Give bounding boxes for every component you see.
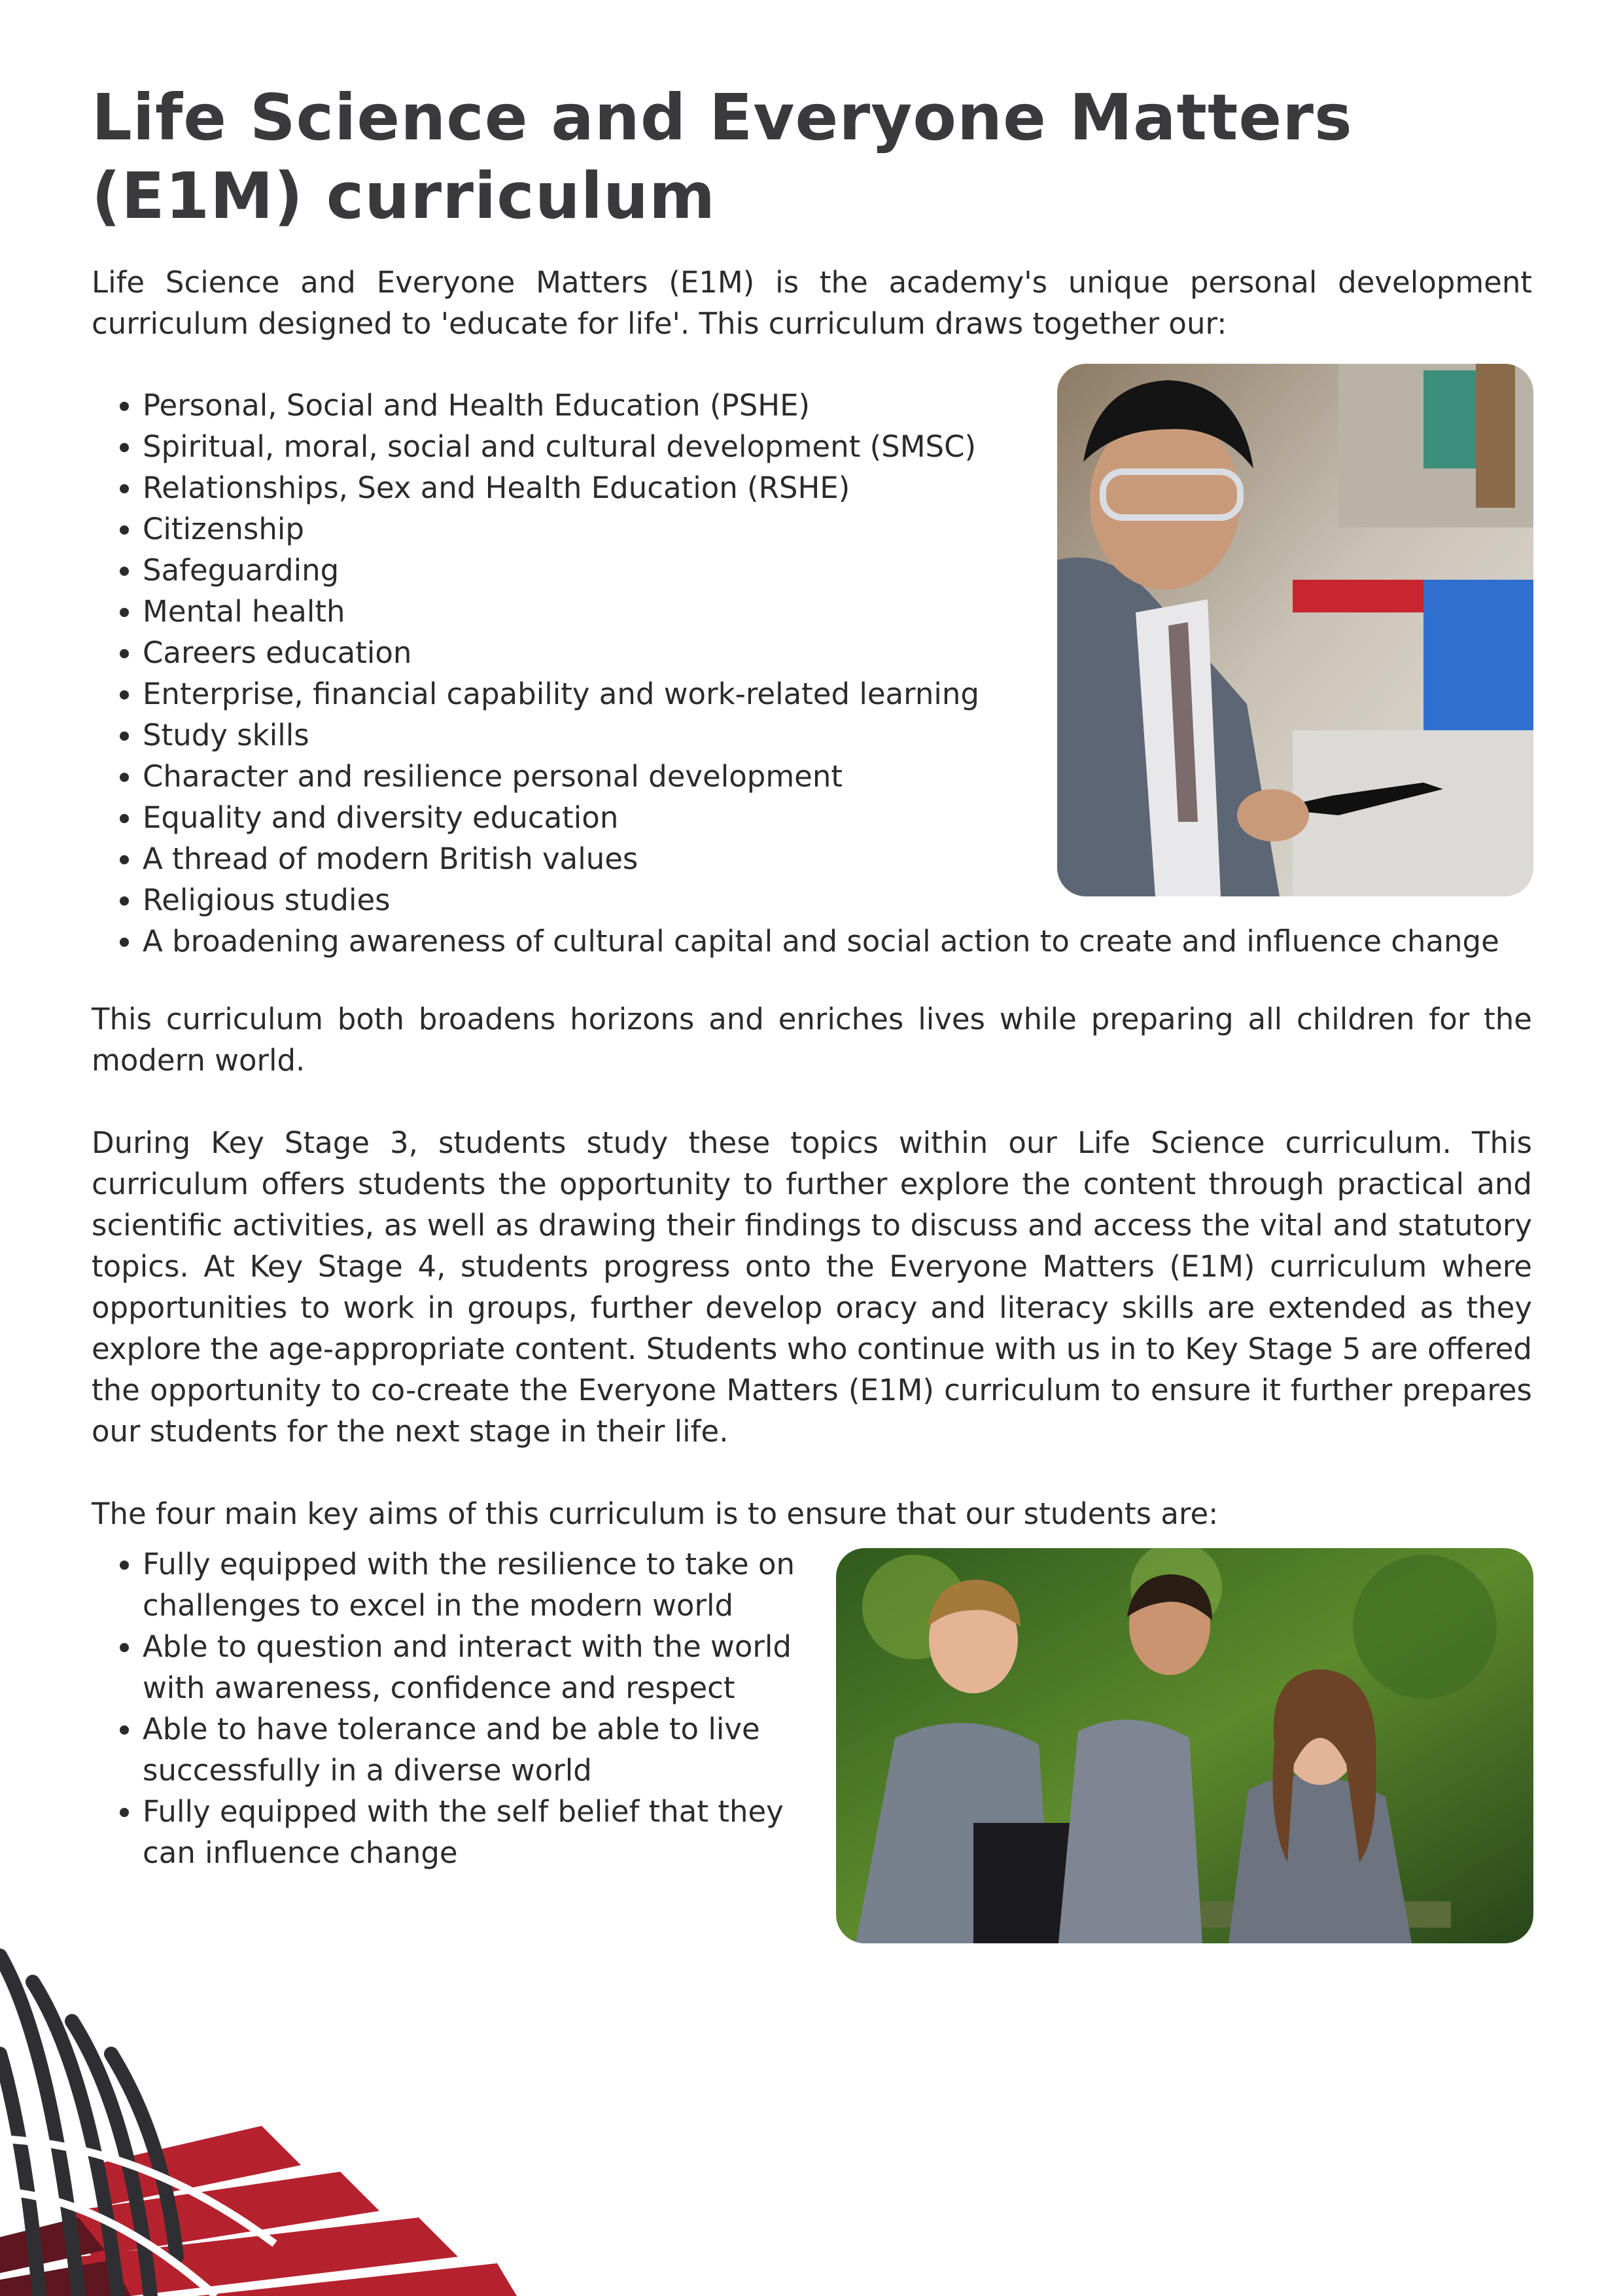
list-item: • A broadening awareness of cultural capital and social action to create and influence change (143, 921, 1601, 962)
list-item: • Mental health (143, 591, 1601, 632)
list-item: • Fully equipped with the self belief that they can influence change (143, 1791, 810, 1873)
page-title: Life Science and Everyone Matters (E1M) curriculum (92, 80, 1353, 233)
list-item: • Personal, Social and Health Education (PSHE) (143, 385, 1601, 426)
list-item: • Fully equipped with the resilience to take on challenges to excel in the modern world (143, 1544, 810, 1626)
list-item: • Careers education (143, 632, 1601, 673)
list-item: • Study skills (143, 715, 1601, 756)
list-item: • Relationships, Sex and Health Education (RSHE) (143, 467, 1601, 508)
aims-heading: The four main key aims of this curriculum is to ensure that our students are: (92, 1496, 1219, 1531)
science-lab-photo (1057, 364, 1533, 896)
intro-paragraph: Life Science and Everyone Matters (E1M) is the academy's unique personal development curriculum designed to 'educate for life'. This curriculum draws together our: (92, 265, 1532, 341)
key-stages-paragraph: During Key Stage 3, students study these topics within our Life Science curriculum. This curriculum offers students the opportunity to further explore the content through practical and scientific activities, as well as drawing their findings to discuss and access the vital and statutory topics. At Key Stage 4, students progress onto the Everyone Matters (E1M) curriculum where opportunities to work in groups, further develop oracy and literacy skills are extended as they explore the age-appropriate content. Students who continue with us in to Key Stage 5 are offered the opportunity to co-create the Everyone Matters (E1M) curriculum to ensure it further prepares our students for the next stage in their life. (92, 1125, 1532, 1449)
list-item: • Citizenship (143, 508, 1601, 550)
decorative-corner-graphic (0, 1930, 523, 2296)
list-item: • Able to question and interact with the world with awareness, confidence and respect (143, 1626, 810, 1708)
broadens-paragraph: This curriculum both broadens horizons and enriches lives while preparing all children for the modern world. (92, 1002, 1532, 1078)
list-item: • Enterprise, financial capability and work-related learning (143, 673, 1601, 715)
list-item: • A thread of modern British values (143, 838, 1601, 879)
list-item: • Equality and diversity education (143, 797, 1601, 838)
students-outdoors-photo (836, 1548, 1533, 1943)
list-item: • Spiritual, moral, social and cultural development (SMSC) (143, 426, 1601, 467)
list-item: • Religious studies (143, 879, 1601, 921)
list-item: • Able to have tolerance and be able to live successfully in a diverse world (143, 1708, 810, 1791)
aims-list (92, 1544, 810, 1873)
list-item: • Character and resilience personal development (143, 756, 1601, 797)
list-item: • Safeguarding (143, 550, 1601, 591)
